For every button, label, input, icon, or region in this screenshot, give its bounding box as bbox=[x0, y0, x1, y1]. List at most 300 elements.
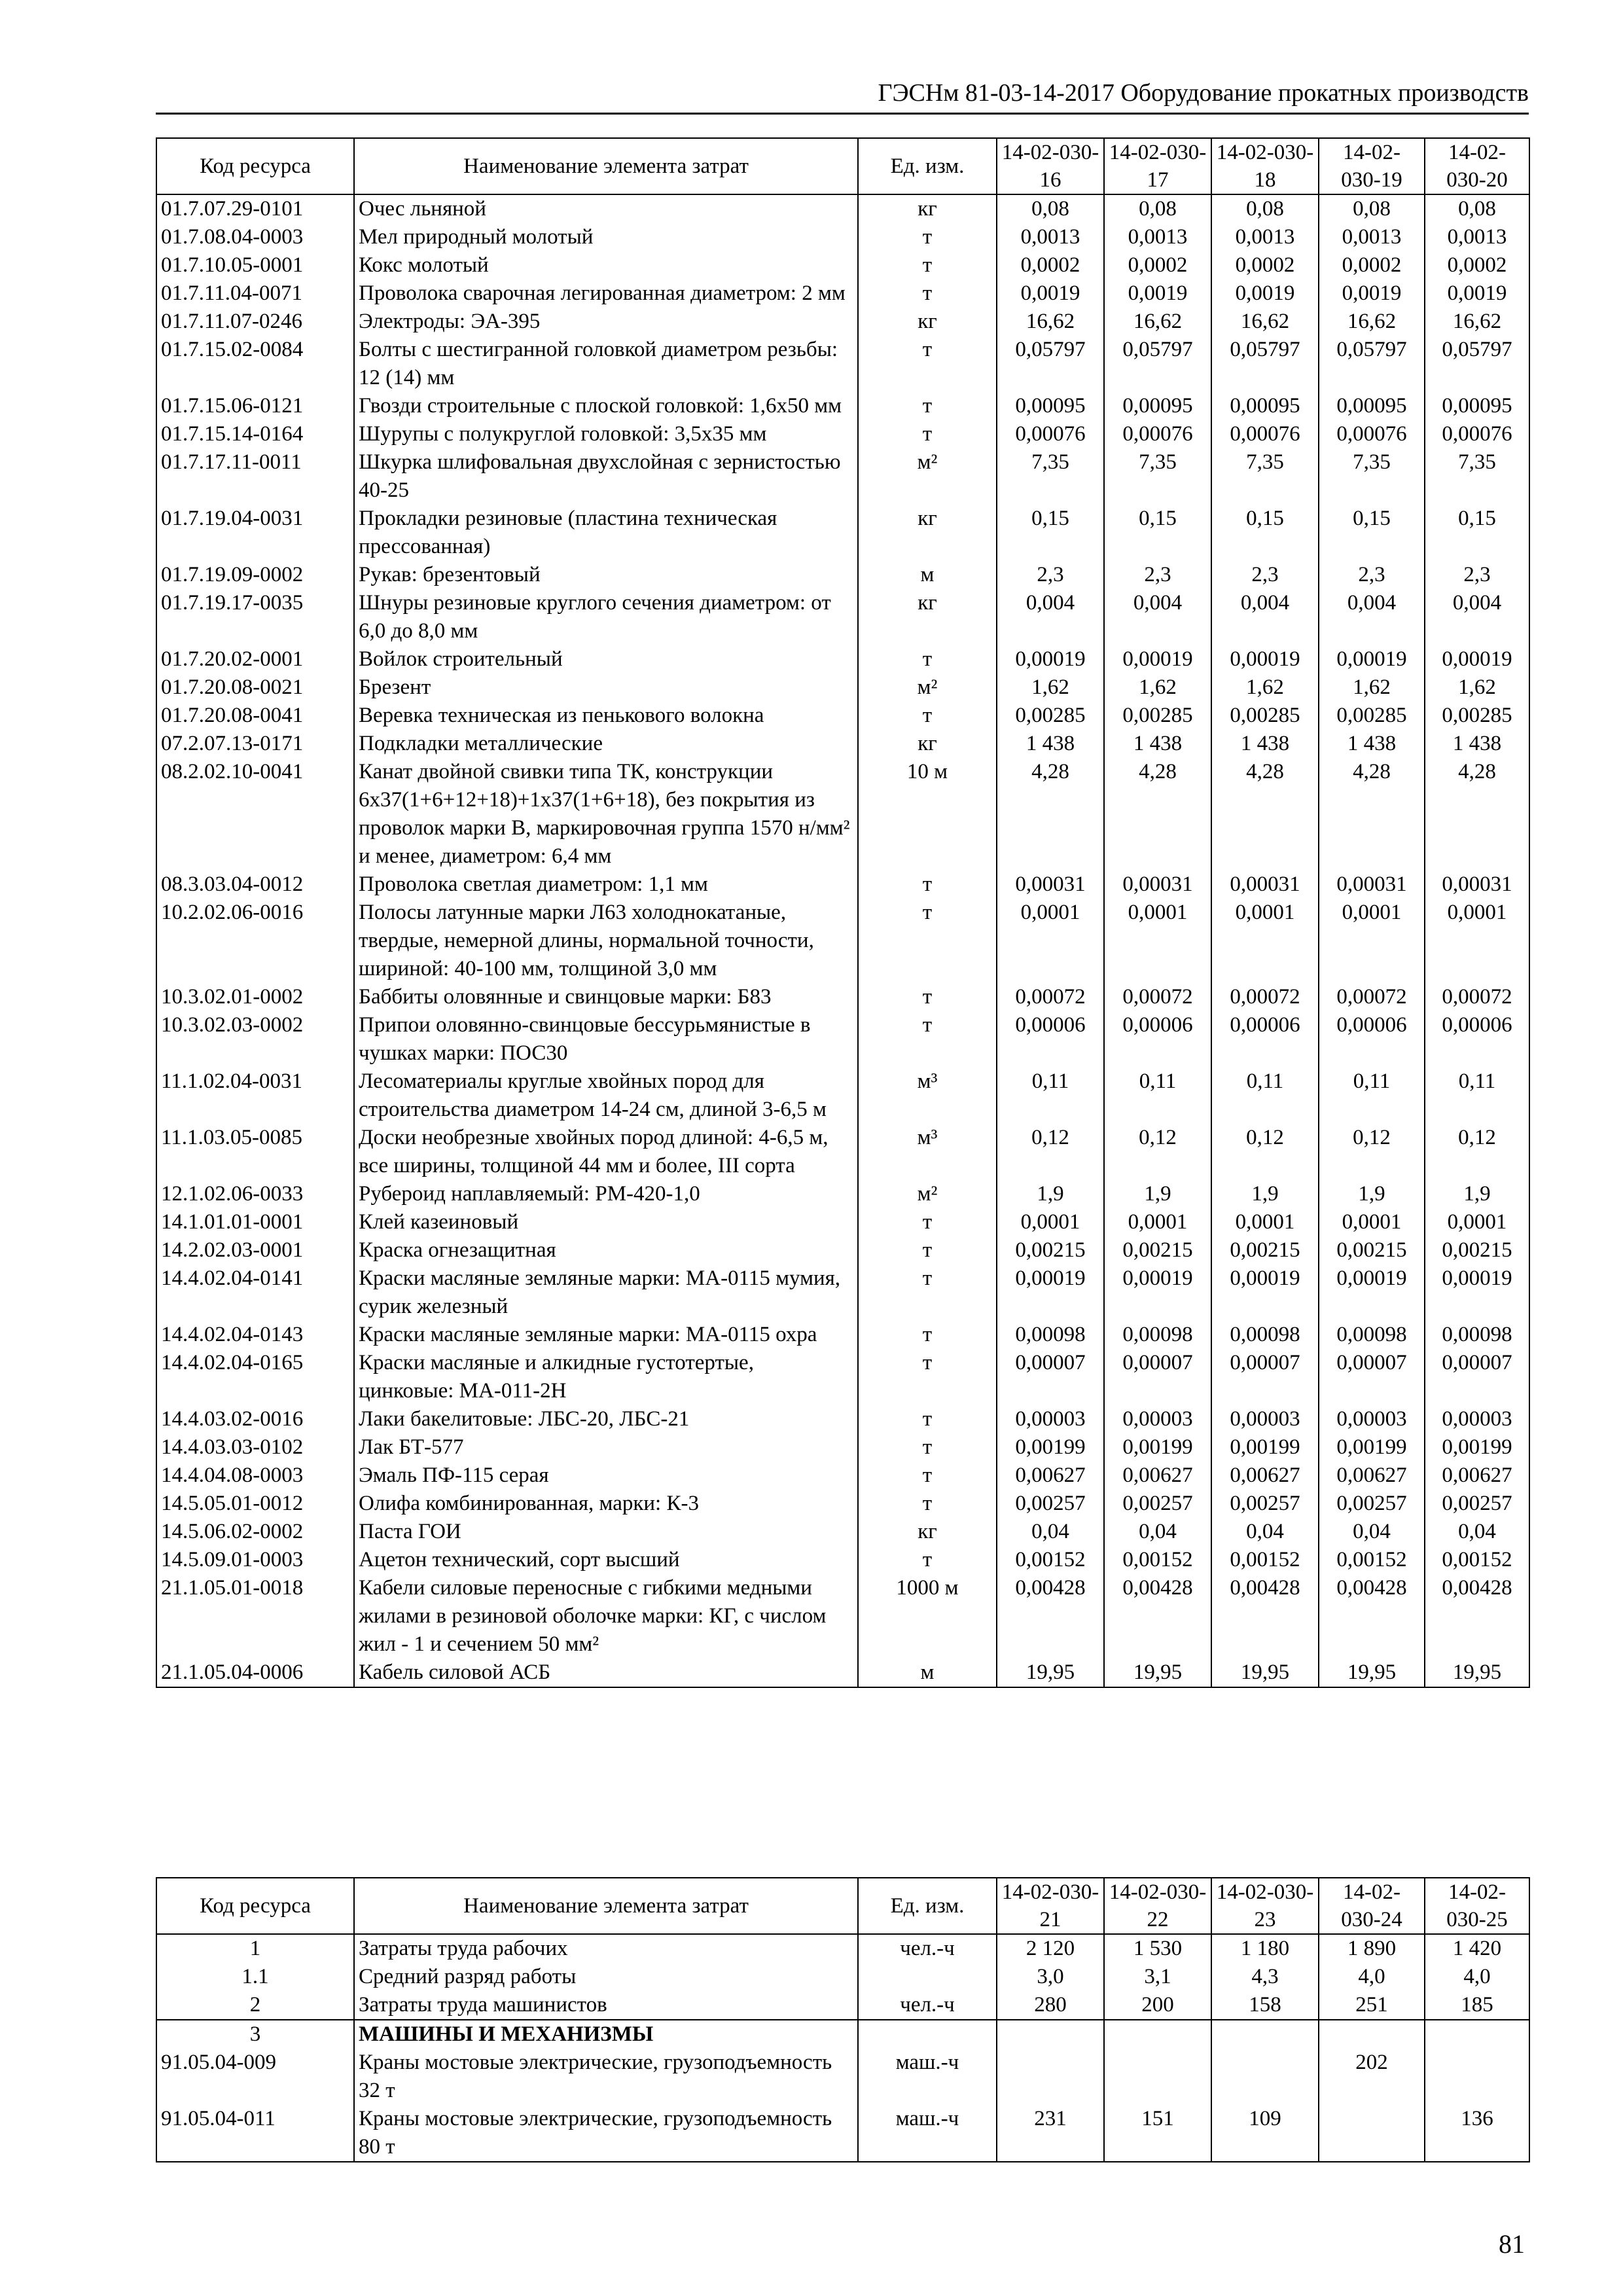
norm-value: 1,62 bbox=[997, 673, 1104, 702]
unit-of-measure: т bbox=[858, 899, 997, 983]
norm-value: 4,28 bbox=[1104, 758, 1211, 870]
norm-value: 0,0019 bbox=[1104, 279, 1211, 308]
norm-value: 0,00095 bbox=[1425, 392, 1529, 420]
norm-value: 0,00019 bbox=[1319, 1265, 1425, 1321]
norm-value: 0,00076 bbox=[1319, 420, 1425, 448]
norm-value: 0,00428 bbox=[1211, 1574, 1319, 1659]
column-header: Ед. изм. bbox=[858, 1878, 997, 1934]
unit-of-measure: т bbox=[858, 420, 997, 448]
resource-name: Электроды: ЭА-395 bbox=[354, 308, 858, 336]
norm-value: 0,004 bbox=[1425, 589, 1529, 645]
table-row bbox=[156, 1433, 1529, 1462]
norm-value: 0,12 bbox=[1104, 1124, 1211, 1180]
unit-of-measure: м³ bbox=[858, 1124, 997, 1180]
norm-value: 0,00257 bbox=[1211, 1490, 1319, 1518]
norm-value: 0,11 bbox=[1104, 1067, 1211, 1124]
table-row bbox=[156, 1124, 1529, 1180]
norm-value: 0,00019 bbox=[1104, 645, 1211, 673]
table-header-row bbox=[156, 1878, 1529, 1934]
table-row bbox=[156, 730, 1529, 758]
norm-value: 0,00199 bbox=[1319, 1433, 1425, 1462]
norm-value: 16,62 bbox=[1319, 308, 1425, 336]
table-row bbox=[156, 1518, 1529, 1546]
resource-code: 14.4.04.08-0003 bbox=[156, 1462, 354, 1490]
unit-of-measure: чел.-ч bbox=[858, 1934, 997, 1963]
norm-value bbox=[1104, 2049, 1211, 2105]
norm-value: 0,00095 bbox=[1104, 392, 1211, 420]
unit-of-measure: м bbox=[858, 1659, 997, 1687]
resource-code: 14.2.02.03-0001 bbox=[156, 1236, 354, 1265]
resource-name: Войлок строительный bbox=[354, 645, 858, 673]
norm-value: 0,05797 bbox=[1104, 336, 1211, 392]
norm-value: 0,08 bbox=[1425, 194, 1529, 223]
norm-value: 0,00031 bbox=[1211, 870, 1319, 899]
norm-value: 0,00072 bbox=[997, 983, 1104, 1011]
norm-value: 3,0 bbox=[997, 1963, 1104, 1991]
resource-name: Средний разряд работы bbox=[354, 1963, 858, 1991]
norm-value: 2,3 bbox=[997, 561, 1104, 589]
norm-value: 0,00257 bbox=[997, 1490, 1104, 1518]
table-row bbox=[156, 223, 1529, 251]
table-row bbox=[156, 1934, 1529, 1963]
norm-value: 19,95 bbox=[1104, 1659, 1211, 1687]
norm-value: 0,08 bbox=[1104, 194, 1211, 223]
norm-value: 0,04 bbox=[1211, 1518, 1319, 1546]
norm-value: 0,00006 bbox=[1104, 1011, 1211, 1067]
resource-name: Прокладки резиновые (пластина техническая прессованная) bbox=[354, 505, 858, 561]
table-row bbox=[156, 1574, 1529, 1659]
norm-value: 0,00199 bbox=[997, 1433, 1104, 1462]
norm-value: 0,00007 bbox=[1104, 1349, 1211, 1405]
norm-value: 0,00098 bbox=[997, 1321, 1104, 1349]
resource-name: Лесоматериалы круглые хвойных пород для строительства диаметром 14-24 см, длиной 3-6,5 м bbox=[354, 1067, 858, 1124]
norm-value bbox=[1211, 2020, 1319, 2049]
resource-name: Лаки бакелитовые: ЛБС-20, ЛБС-21 bbox=[354, 1405, 858, 1433]
resource-name: Кабель силовой АСБ bbox=[354, 1659, 858, 1687]
table-row bbox=[156, 1180, 1529, 1208]
norm-value: 19,95 bbox=[997, 1659, 1104, 1687]
unit-of-measure: маш.-ч bbox=[858, 2049, 997, 2105]
norm-value: 0,00215 bbox=[1319, 1236, 1425, 1265]
resource-name: МАШИНЫ И МЕХАНИЗМЫ bbox=[354, 2020, 858, 2049]
column-header: 14-02-030-23 bbox=[1211, 1878, 1319, 1934]
unit-of-measure: т bbox=[858, 392, 997, 420]
norm-value: 185 bbox=[1425, 1991, 1529, 2020]
norm-value: 4,28 bbox=[1319, 758, 1425, 870]
resource-code: 01.7.11.04-0071 bbox=[156, 279, 354, 308]
resource-name: Рубероид наплавляемый: РМ-420-1,0 bbox=[354, 1180, 858, 1208]
norm-value: 0,12 bbox=[1319, 1124, 1425, 1180]
resource-code: 10.3.02.03-0002 bbox=[156, 1011, 354, 1067]
column-header: 14-02-030-19 bbox=[1319, 138, 1425, 194]
resource-name: Ацетон технический, сорт высший bbox=[354, 1546, 858, 1574]
table-row bbox=[156, 870, 1529, 899]
norm-value: 0,00098 bbox=[1211, 1321, 1319, 1349]
resource-code: 11.1.03.05-0085 bbox=[156, 1124, 354, 1180]
resource-table-1 bbox=[156, 137, 1530, 1688]
norm-value: 0,15 bbox=[1104, 505, 1211, 561]
unit-of-measure: т bbox=[858, 251, 997, 279]
resource-code: 01.7.19.09-0002 bbox=[156, 561, 354, 589]
unit-of-measure: т bbox=[858, 223, 997, 251]
norm-value: 1 420 bbox=[1425, 1934, 1529, 1963]
resource-name: Кабели силовые переносные с гибкими медными жилами в резиновой оболочке марки: КГ, с числом жил - 1 и сечением 50 мм² bbox=[354, 1574, 858, 1659]
unit-of-measure: т bbox=[858, 870, 997, 899]
norm-value: 0,00257 bbox=[1425, 1490, 1529, 1518]
table-row bbox=[156, 336, 1529, 392]
norm-value bbox=[1104, 2020, 1211, 2049]
table-row bbox=[156, 1265, 1529, 1321]
norm-value: 1,62 bbox=[1211, 673, 1319, 702]
table-row bbox=[156, 673, 1529, 702]
norm-value: 0,00003 bbox=[1104, 1405, 1211, 1433]
norm-value: 1 438 bbox=[1104, 730, 1211, 758]
norm-value: 1,62 bbox=[1104, 673, 1211, 702]
norm-value: 0,00627 bbox=[1104, 1462, 1211, 1490]
resource-code: 14.1.01.01-0001 bbox=[156, 1208, 354, 1236]
unit-of-measure: чел.-ч bbox=[858, 1991, 997, 2020]
norm-value: 0,0013 bbox=[1425, 223, 1529, 251]
resource-code: 01.7.20.08-0021 bbox=[156, 673, 354, 702]
unit-of-measure: м³ bbox=[858, 1067, 997, 1124]
norm-value bbox=[997, 2020, 1104, 2049]
norm-value: 0,04 bbox=[1425, 1518, 1529, 1546]
unit-of-measure: кг bbox=[858, 308, 997, 336]
norm-value: 1 180 bbox=[1211, 1934, 1319, 1963]
table-row bbox=[156, 1067, 1529, 1124]
table-header-row bbox=[156, 138, 1529, 194]
norm-value: 0,00199 bbox=[1104, 1433, 1211, 1462]
norm-value: 0,00098 bbox=[1425, 1321, 1529, 1349]
norm-value: 0,00199 bbox=[1425, 1433, 1529, 1462]
unit-of-measure: маш.-ч bbox=[858, 2105, 997, 2162]
norm-value: 0,12 bbox=[1211, 1124, 1319, 1180]
norm-value: 7,35 bbox=[1211, 448, 1319, 505]
norm-value: 0,00006 bbox=[997, 1011, 1104, 1067]
resource-code: 14.4.03.03-0102 bbox=[156, 1433, 354, 1462]
table-row bbox=[156, 645, 1529, 673]
norm-value: 0,0001 bbox=[1104, 1208, 1211, 1236]
table-row bbox=[156, 1490, 1529, 1518]
norm-value: 1 438 bbox=[1319, 730, 1425, 758]
unit-of-measure: т bbox=[858, 1349, 997, 1405]
norm-value: 0,0001 bbox=[1425, 1208, 1529, 1236]
norm-value: 0,00428 bbox=[1319, 1574, 1425, 1659]
table-row bbox=[156, 194, 1529, 223]
column-header: 14-02-030-20 bbox=[1425, 138, 1529, 194]
norm-value: 0,11 bbox=[1319, 1067, 1425, 1124]
resource-name: Клей казеиновый bbox=[354, 1208, 858, 1236]
norm-value: 0,0001 bbox=[1104, 899, 1211, 983]
norm-value: 1 530 bbox=[1104, 1934, 1211, 1963]
norm-value: 0,00019 bbox=[1211, 645, 1319, 673]
norm-value: 1,62 bbox=[1425, 673, 1529, 702]
norm-value: 0,0013 bbox=[997, 223, 1104, 251]
unit-of-measure bbox=[858, 2020, 997, 2049]
resource-code: 01.7.19.17-0035 bbox=[156, 589, 354, 645]
resource-code: 91.05.04-009 bbox=[156, 2049, 354, 2105]
norm-value bbox=[997, 2049, 1104, 2105]
norm-value: 0,00199 bbox=[1211, 1433, 1319, 1462]
norm-value: 0,04 bbox=[1104, 1518, 1211, 1546]
norm-value: 0,004 bbox=[1104, 589, 1211, 645]
norm-value: 1,9 bbox=[997, 1180, 1104, 1208]
resource-code: 01.7.15.14-0164 bbox=[156, 420, 354, 448]
norm-value: 7,35 bbox=[1425, 448, 1529, 505]
resource-code: 01.7.10.05-0001 bbox=[156, 251, 354, 279]
norm-value: 0,12 bbox=[997, 1124, 1104, 1180]
norm-value: 0,15 bbox=[1211, 505, 1319, 561]
norm-value: 0,0013 bbox=[1211, 223, 1319, 251]
resource-name: Шнуры резиновые круглого сечения диаметром: от 6,0 до 8,0 мм bbox=[354, 589, 858, 645]
norm-value: 0,00003 bbox=[997, 1405, 1104, 1433]
norm-value: 0,0013 bbox=[1104, 223, 1211, 251]
norm-value: 0,00006 bbox=[1319, 1011, 1425, 1067]
norm-value: 2,3 bbox=[1425, 561, 1529, 589]
norm-value: 1,9 bbox=[1319, 1180, 1425, 1208]
resource-code: 08.2.02.10-0041 bbox=[156, 758, 354, 870]
table-row bbox=[156, 1011, 1529, 1067]
norm-value: 158 bbox=[1211, 1991, 1319, 2020]
norm-value: 2,3 bbox=[1211, 561, 1319, 589]
norm-value: 0,00627 bbox=[1211, 1462, 1319, 1490]
norm-value: 0,00031 bbox=[1319, 870, 1425, 899]
table-row bbox=[156, 2105, 1529, 2162]
norm-value: 0,00007 bbox=[997, 1349, 1104, 1405]
resource-code: 01.7.08.04-0003 bbox=[156, 223, 354, 251]
norm-value: 0,00072 bbox=[1104, 983, 1211, 1011]
table-row bbox=[156, 2020, 1529, 2049]
norm-value: 0,00285 bbox=[1425, 702, 1529, 730]
unit-of-measure: т bbox=[858, 1236, 997, 1265]
unit-of-measure: т bbox=[858, 702, 997, 730]
norm-value: 4,0 bbox=[1425, 1963, 1529, 1991]
resource-code: 01.7.17.11-0011 bbox=[156, 448, 354, 505]
resource-name: Краска огнезащитная bbox=[354, 1236, 858, 1265]
norm-value: 0,00072 bbox=[1211, 983, 1319, 1011]
unit-of-measure: м² bbox=[858, 448, 997, 505]
table-row bbox=[156, 1405, 1529, 1433]
norm-value: 0,00003 bbox=[1319, 1405, 1425, 1433]
unit-of-measure: т bbox=[858, 1462, 997, 1490]
norm-value: 0,00215 bbox=[1104, 1236, 1211, 1265]
norm-value: 0,00285 bbox=[997, 702, 1104, 730]
resource-name: Веревка техническая из пенькового волокна bbox=[354, 702, 858, 730]
resource-name: Проволока светлая диаметром: 1,1 мм bbox=[354, 870, 858, 899]
norm-value: 0,0001 bbox=[997, 1208, 1104, 1236]
norm-value: 3,1 bbox=[1104, 1963, 1211, 1991]
norm-value: 0,00428 bbox=[1425, 1574, 1529, 1659]
resource-name: Затраты труда рабочих bbox=[354, 1934, 858, 1963]
column-header: Наименование элемента затрат bbox=[354, 138, 858, 194]
norm-value: 0,0001 bbox=[1319, 899, 1425, 983]
column-header: 14-02-030-21 bbox=[997, 1878, 1104, 1934]
column-header: Наименование элемента затрат bbox=[354, 1878, 858, 1934]
norm-value: 2 120 bbox=[997, 1934, 1104, 1963]
norm-value: 0,0001 bbox=[1319, 1208, 1425, 1236]
norm-value: 16,62 bbox=[1104, 308, 1211, 336]
norm-value: 0,00627 bbox=[1319, 1462, 1425, 1490]
norm-value: 0,00428 bbox=[997, 1574, 1104, 1659]
table-row bbox=[156, 1963, 1529, 1991]
norm-value: 0,00152 bbox=[997, 1546, 1104, 1574]
unit-of-measure: м bbox=[858, 561, 997, 589]
norm-value: 19,95 bbox=[1319, 1659, 1425, 1687]
norm-value: 0,00006 bbox=[1211, 1011, 1319, 1067]
norm-value: 4,28 bbox=[1425, 758, 1529, 870]
norm-value: 1 438 bbox=[1211, 730, 1319, 758]
resource-name: Подкладки металлические bbox=[354, 730, 858, 758]
norm-value: 1,9 bbox=[1425, 1180, 1529, 1208]
norm-value: 0,00627 bbox=[997, 1462, 1104, 1490]
unit-of-measure: кг bbox=[858, 589, 997, 645]
resource-name: Паста ГОИ bbox=[354, 1518, 858, 1546]
norm-value: 0,0001 bbox=[997, 899, 1104, 983]
unit-of-measure: т bbox=[858, 983, 997, 1011]
resource-name: Краски масляные земляные марки: МА-0115 охра bbox=[354, 1321, 858, 1349]
norm-value: 0,00019 bbox=[997, 645, 1104, 673]
resource-name: Баббиты оловянные и свинцовые марки: Б83 bbox=[354, 983, 858, 1011]
norm-value: 7,35 bbox=[1104, 448, 1211, 505]
norm-value: 0,0019 bbox=[1425, 279, 1529, 308]
resource-code: 14.4.02.04-0143 bbox=[156, 1321, 354, 1349]
norm-value bbox=[1425, 2020, 1529, 2049]
table-row bbox=[156, 1349, 1529, 1405]
table-row bbox=[156, 1236, 1529, 1265]
resource-code: 01.7.20.08-0041 bbox=[156, 702, 354, 730]
resource-code: 01.7.15.06-0121 bbox=[156, 392, 354, 420]
unit-of-measure: кг bbox=[858, 505, 997, 561]
norm-value: 0,00152 bbox=[1104, 1546, 1211, 1574]
resource-name: Доски необрезные хвойных пород длиной: 4-6,5 м, все ширины, толщиной 44 мм и более, III сорта bbox=[354, 1124, 858, 1180]
norm-value: 1 438 bbox=[997, 730, 1104, 758]
unit-of-measure: т bbox=[858, 279, 997, 308]
resource-name: Лак БТ-577 bbox=[354, 1433, 858, 1462]
unit-of-measure: т bbox=[858, 336, 997, 392]
norm-value: 0,00098 bbox=[1104, 1321, 1211, 1349]
table-row bbox=[156, 1991, 1529, 2020]
norm-value: 0,00076 bbox=[1211, 420, 1319, 448]
resource-name: Шкурка шлифовальная двухслойная с зернистостью 40-25 bbox=[354, 448, 858, 505]
resource-code: 12.1.02.06-0033 bbox=[156, 1180, 354, 1208]
unit-of-measure: м² bbox=[858, 673, 997, 702]
norm-value: 0,00031 bbox=[1104, 870, 1211, 899]
unit-of-measure: т bbox=[858, 1546, 997, 1574]
norm-value: 0,00257 bbox=[1104, 1490, 1211, 1518]
norm-value: 0,00215 bbox=[1211, 1236, 1319, 1265]
norm-value: 0,00019 bbox=[1425, 1265, 1529, 1321]
unit-of-measure: 1000 м bbox=[858, 1574, 997, 1659]
resource-code: 14.4.02.04-0141 bbox=[156, 1265, 354, 1321]
norm-value: 0,0002 bbox=[997, 251, 1104, 279]
norm-value: 0,00072 bbox=[1425, 983, 1529, 1011]
norm-value: 0,15 bbox=[997, 505, 1104, 561]
norm-value: 0,00095 bbox=[1211, 392, 1319, 420]
norm-value: 0,00076 bbox=[1425, 420, 1529, 448]
norm-value: 2,3 bbox=[1104, 561, 1211, 589]
resource-code: 01.7.07.29-0101 bbox=[156, 194, 354, 223]
norm-value: 1,9 bbox=[1104, 1180, 1211, 1208]
column-header: 14-02-030-16 bbox=[997, 138, 1104, 194]
unit-of-measure: т bbox=[858, 1011, 997, 1067]
norm-value: 4,3 bbox=[1211, 1963, 1319, 1991]
resource-code: 91.05.04-011 bbox=[156, 2105, 354, 2162]
norm-value: 1,9 bbox=[1211, 1180, 1319, 1208]
norm-value: 0,00152 bbox=[1425, 1546, 1529, 1574]
norm-value: 0,00627 bbox=[1425, 1462, 1529, 1490]
norm-value: 0,05797 bbox=[997, 336, 1104, 392]
resource-name: Затраты труда машинистов bbox=[354, 1991, 858, 2020]
resource-name: Рукав: брезентовый bbox=[354, 561, 858, 589]
norm-value: 136 bbox=[1425, 2105, 1529, 2162]
norm-value bbox=[1319, 2020, 1425, 2049]
norm-value: 0,08 bbox=[1319, 194, 1425, 223]
norm-value: 0,004 bbox=[997, 589, 1104, 645]
resource-code: 01.7.15.02-0084 bbox=[156, 336, 354, 392]
norm-value: 0,00428 bbox=[1104, 1574, 1211, 1659]
norm-value: 231 bbox=[997, 2105, 1104, 2162]
norm-value: 0,0001 bbox=[1211, 899, 1319, 983]
resource-name: Очес льняной bbox=[354, 194, 858, 223]
resource-name: Брезент bbox=[354, 673, 858, 702]
table-row bbox=[156, 589, 1529, 645]
norm-value: 0,00076 bbox=[997, 420, 1104, 448]
norm-value: 0,05797 bbox=[1211, 336, 1319, 392]
norm-value: 0,11 bbox=[997, 1067, 1104, 1124]
column-header: 14-02-030-22 bbox=[1104, 1878, 1211, 1934]
unit-of-measure: кг bbox=[858, 194, 997, 223]
norm-value: 0,00007 bbox=[1425, 1349, 1529, 1405]
table-row bbox=[156, 899, 1529, 983]
norm-value: 0,00285 bbox=[1211, 702, 1319, 730]
norm-value: 7,35 bbox=[1319, 448, 1425, 505]
page-header: ГЭСНм 81-03-14-2017 Оборудование прокатных производств bbox=[156, 73, 1529, 115]
norm-value: 0,0002 bbox=[1425, 251, 1529, 279]
norm-value: 19,95 bbox=[1425, 1659, 1529, 1687]
norm-value bbox=[1319, 2105, 1425, 2162]
unit-of-measure bbox=[858, 1963, 997, 1991]
norm-value: 0,0001 bbox=[1425, 899, 1529, 983]
table-row bbox=[156, 1659, 1529, 1687]
norm-value: 0,15 bbox=[1319, 505, 1425, 561]
unit-of-measure: т bbox=[858, 1265, 997, 1321]
norm-value: 0,00072 bbox=[1319, 983, 1425, 1011]
table-row bbox=[156, 2049, 1529, 2105]
norm-value: 0,004 bbox=[1319, 589, 1425, 645]
resource-name: Краны мостовые электрические, грузоподъемность 32 т bbox=[354, 2049, 858, 2105]
norm-value: 0,00003 bbox=[1211, 1405, 1319, 1433]
resource-name: Краски масляные и алкидные густотертые, цинковые: МА-011-2Н bbox=[354, 1349, 858, 1405]
resource-name: Краски масляные земляные марки: МА-0115 мумия, сурик железный bbox=[354, 1265, 858, 1321]
unit-of-measure: т bbox=[858, 1321, 997, 1349]
norm-value: 0,00152 bbox=[1319, 1546, 1425, 1574]
norm-value: 0,00007 bbox=[1319, 1349, 1425, 1405]
resource-code: 14.4.03.02-0016 bbox=[156, 1405, 354, 1433]
norm-value: 0,00019 bbox=[997, 1265, 1104, 1321]
norm-value: 0,0019 bbox=[1319, 279, 1425, 308]
column-header: 14-02-030-18 bbox=[1211, 138, 1319, 194]
norm-value bbox=[1211, 2049, 1319, 2105]
resource-name: Гвозди строительные с плоской головкой: 1,6х50 мм bbox=[354, 392, 858, 420]
unit-of-measure: м² bbox=[858, 1180, 997, 1208]
resource-code: 14.5.06.02-0002 bbox=[156, 1518, 354, 1546]
norm-value: 0,00098 bbox=[1319, 1321, 1425, 1349]
column-header: Код ресурса bbox=[156, 138, 354, 194]
column-header: 14-02-030-17 bbox=[1104, 138, 1211, 194]
unit-of-measure: т bbox=[858, 1405, 997, 1433]
norm-value: 19,95 bbox=[1211, 1659, 1319, 1687]
norm-value: 16,62 bbox=[1211, 308, 1319, 336]
